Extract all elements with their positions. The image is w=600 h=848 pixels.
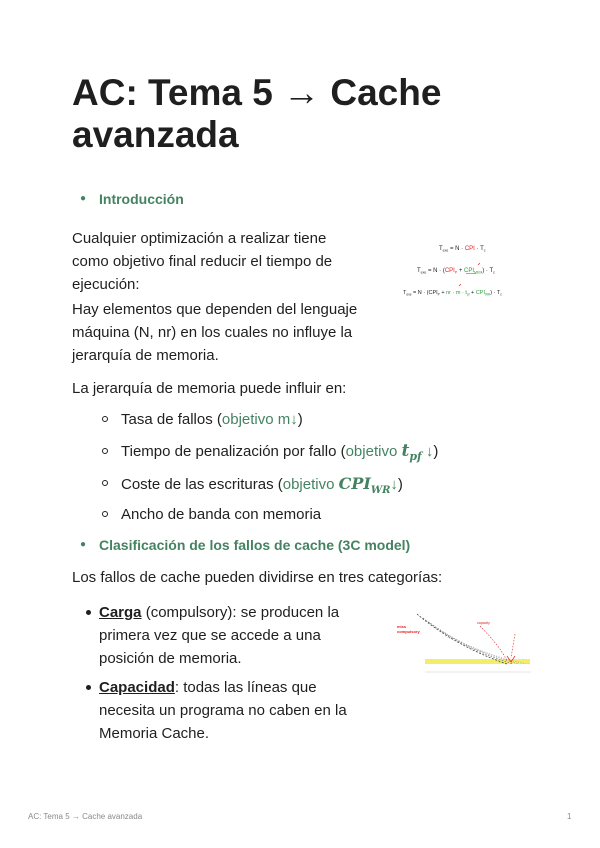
page-title: AC: Tema 5 → Cache avanzada: [72, 72, 442, 155]
intro-paragraph-3: La jerarquía de memoria puede influir en:: [72, 380, 347, 397]
list-item-penalty-time: Tiempo de penalización por fallo (objetivo $t_{pf}$ ↓): [121, 441, 439, 463]
bullet-dot: ●: [80, 539, 87, 550]
formula-3: $T_{exe} = N \cdot (CPI_P$ + nr · $m \cdot t_{pf} + CPI_{WR}) \cdot T_c$: [403, 290, 502, 297]
figure-label-compulsory: compulsory: [397, 629, 420, 634]
formula-1: $T_{exe} = N$ · CPI · $T_c$: [439, 246, 486, 253]
intro-paragraph-2: Hay elementos que dependen del lenguaje máquina (N, nr) en los cuales no influye la jerarquía de memoria.: [72, 301, 358, 364]
section-heading-classification: Clasificación de los fallos de cache (3C model): [99, 537, 411, 553]
list-bullet-circle: [102, 448, 108, 454]
miss-figure-svg: [395, 606, 535, 676]
list-bullet-dot: [86, 685, 91, 690]
list-bullet-circle: [102, 511, 108, 517]
list-bullet-circle: [102, 416, 108, 422]
formula-figure: [395, 236, 545, 306]
figure-label-capacity: capacity: [477, 621, 490, 625]
list-item-compulsory: Carga (compulsory): se producen la primera vez que se accede a una posición de memoria.: [99, 604, 340, 667]
classification-paragraph: Los fallos de cache pueden dividirse en tres categorías:: [72, 569, 443, 586]
bullet-dot: ●: [80, 193, 87, 204]
list-item-capacity: Capacidad: todas las líneas que necesita un programa no caben en la Memoria Cache.: [99, 679, 347, 742]
list-item-bandwidth: Ancho de banda con memoria: [121, 506, 322, 523]
section-heading-intro: Introducción: [99, 191, 184, 207]
list-item-miss-rate: Tasa de fallos (objetivo m↓): [121, 411, 303, 428]
footer-page-number: 1: [567, 812, 572, 821]
list-item-write-cost: Coste de las escrituras (objetivo $CPI_{WR}↓$): [121, 474, 403, 496]
list-bullet-circle: [102, 480, 108, 486]
formula-svg: [395, 236, 545, 306]
miss-classification-figure: [395, 606, 535, 676]
footer-title: AC: Tema 5 → Cache avanzada: [28, 812, 143, 821]
formula-2: $T_{exe} = N \cdot (CPI_P + CPI_{MEM}) \cdot T_c$: [417, 268, 495, 275]
intro-paragraph-1: Cualquier optimización a realizar tiene como objetivo final reducir el tiempo de ejecución:: [72, 230, 333, 293]
list-bullet-dot: [86, 610, 91, 615]
figure-label-miss: miss: [397, 624, 407, 629]
